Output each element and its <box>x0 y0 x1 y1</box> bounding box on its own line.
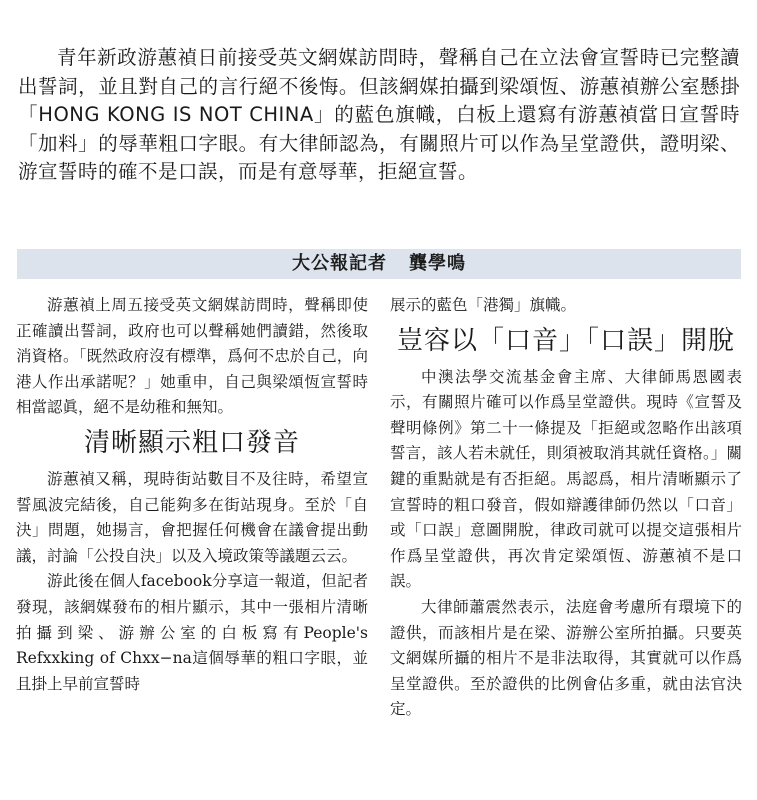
right-column <box>390 293 742 723</box>
right-paragraph-2: 大律師蕭震然表示，法庭會考慮所有環境下的證供，而該相片是在梁、游辦公室所拍攝。只要英文網媒所攝的相片不是非法取得，其實就可以作爲呈堂證供。至於證供的比例會佔多重，就由法官決定。 <box>390 597 742 719</box>
byline-reporter: 龔學鳴 <box>409 253 466 274</box>
right-paragraph-0: 展示的藍色「港獨」旗幟。 <box>390 296 577 314</box>
left-paragraph-1: 游蕙禎上周五接受英文網媒訪問時，聲稱即使正確讀出誓詞，政府也可以聲稱她們讀錯，然後取消資格。「既然政府沒有標準，爲何不忠於自己，向港人作出承諾呢？」她重申，自己與梁頌恆宣誓時相當認眞，絕不是幼稚和無知。 <box>16 296 368 417</box>
left-subhead: 清晰顯示粗口發音 <box>83 427 300 458</box>
right-subhead: 豈容以「口音」「口誤」開脫 <box>396 325 735 356</box>
left-column <box>16 293 368 697</box>
lead-text: 青年新政游蕙禎日前接受英文網媒訪問時，聲稱自己在立法會宣誓時已完整讀出誓詞，並且對自己的言行絕不後悔。但該網媒拍攝到梁頌恆、游蕙禎辦公室懸掛「HONG KONG IS NOT CHINA」的藍色旗幟，白板上還寫有游蕙禎當日宣誓時「加料」的辱華粗口字眼。有大律師認為，有關照片可以作為呈堂證供，證明梁、游宣誓時的確不是口誤，而是有意辱華，拒絕宣誓。 <box>18 46 740 183</box>
left-paragraph-3: 游此後在個人facebook分享這一報道，但記者發現，該網媒發布的相片顯示，其中一張相片清晰拍攝到梁、游辦公室的白板寫有People's Refxxking of Chxx−na這個辱華的粗口字眼，並且掛上早前宣誓時 <box>16 572 368 693</box>
left-paragraph-2: 游蕙禎又稱，現時街站數目不及往時，希望宣誓風波完結後，自己能夠多在街站現身。至於「自決」問題，她揚言，會把握任何機會在議會提出動議，討論「公投自決」以及入境政策等議題云云。 <box>16 469 368 565</box>
byline-bar <box>17 249 741 279</box>
byline-outlet: 大公報記者 <box>292 253 387 274</box>
right-paragraph-1: 中澳法學交流基金會主席、大律師馬恩國表示，有關照片確可以作爲呈堂證供。現時《宣誓及聲明條例》第二十一條提及「拒絕或忽略作出該項誓言，該人若未就任，則須被取消其就任資格。」關鍵的重點就是有否拒絕。馬認爲，相片清晰顯示了宣誓時的粗口發音，假如辯護律師仍然以「口音」或「口誤」意圖開脫，律政司就可以提交這張相片作爲呈堂證供，再次肯定梁頌恆、游蕙禎不是口誤。 <box>390 367 742 591</box>
lead-paragraph <box>18 44 740 187</box>
